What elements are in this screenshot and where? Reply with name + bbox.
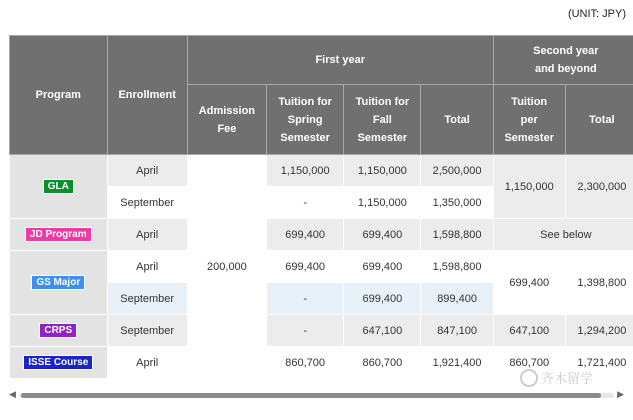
- enrollment-cell: September: [107, 283, 187, 315]
- program-badge-isse[interactable]: ISSE Course: [23, 355, 93, 370]
- spring-cell: -: [267, 283, 344, 315]
- fall-cell: 699,400: [344, 283, 421, 315]
- header-first-total: Total: [421, 85, 493, 155]
- tuition-table-container: [9, 35, 633, 389]
- header-first-year: First year: [187, 36, 493, 85]
- fall-cell: 1,150,000: [344, 187, 421, 219]
- enrollment-cell: April: [107, 155, 187, 187]
- per-semester-cell: 860,700: [493, 347, 565, 379]
- watermark-text: 齐木留学: [541, 371, 594, 386]
- enrollment-cell: September: [107, 315, 187, 347]
- table-row: [10, 251, 633, 283]
- header-fall-tuition: Tuition for Fall Semester: [344, 85, 421, 155]
- fall-cell: 699,400: [344, 219, 421, 251]
- scroll-left-icon[interactable]: ◀: [9, 389, 16, 399]
- program-cell-gs: [10, 251, 108, 315]
- header-per-semester: Tuition per Semester: [493, 85, 565, 155]
- total-cell: 1,598,800: [421, 219, 493, 251]
- program-badge-gs[interactable]: GS Major: [31, 275, 85, 290]
- total-cell: 899,400: [421, 283, 493, 315]
- enrollment-cell: September: [107, 187, 187, 219]
- total-cell: 1,598,800: [421, 251, 493, 283]
- enrollment-cell: April: [107, 347, 187, 379]
- program-cell-isse: [10, 347, 108, 379]
- tuition-table: [9, 35, 633, 379]
- total-cell: 1,350,000: [421, 187, 493, 219]
- program-cell-jd: [10, 219, 108, 251]
- watermark: [520, 368, 593, 387]
- program-badge-jd[interactable]: JD Program: [25, 227, 92, 242]
- fall-cell: 860,700: [344, 347, 421, 379]
- header-enrollment: Enrollment: [107, 36, 187, 155]
- unit-label: (UNIT: JPY): [567, 8, 626, 20]
- scrollbar-thumb[interactable]: [21, 393, 601, 398]
- second-total-cell: 1,721,400: [565, 347, 633, 379]
- header-spring-tuition: Tuition for Spring Semester: [267, 85, 344, 155]
- admission-fee-cell: 200,000: [187, 155, 266, 379]
- fall-cell: 699,400: [344, 251, 421, 283]
- total-cell: 847,100: [421, 315, 493, 347]
- spring-cell: -: [267, 187, 344, 219]
- program-badge-crps[interactable]: CRPS: [39, 323, 77, 338]
- table-row: [10, 219, 633, 251]
- header-admission-fee: Admission Fee: [187, 85, 266, 155]
- header-second-year: Second year and beyond: [493, 36, 633, 85]
- watermark-logo-icon: [520, 369, 538, 387]
- enrollment-cell: April: [107, 219, 187, 251]
- program-cell-crps: [10, 315, 108, 347]
- per-semester-cell: 1,150,000: [493, 155, 565, 219]
- fall-cell: 1,150,000: [344, 155, 421, 187]
- header-second-total: Total: [565, 85, 633, 155]
- per-semester-cell: 699,400: [493, 251, 565, 315]
- program-badge-gla[interactable]: GLA: [43, 179, 74, 194]
- second-total-cell: 1,398,800: [565, 251, 633, 315]
- spring-cell: 860,700: [267, 347, 344, 379]
- see-below-cell: See below: [493, 219, 633, 251]
- second-total-cell: 2,300,000: [565, 155, 633, 219]
- spring-cell: 699,400: [267, 251, 344, 283]
- header-program: Program: [10, 36, 108, 155]
- scroll-right-icon[interactable]: ▶: [617, 389, 624, 399]
- horizontal-scrollbar[interactable]: [9, 391, 624, 400]
- enrollment-cell: April: [107, 251, 187, 283]
- total-cell: 2,500,000: [421, 155, 493, 187]
- spring-cell: 699,400: [267, 219, 344, 251]
- total-cell: 1,921,400: [421, 347, 493, 379]
- spring-cell: -: [267, 315, 344, 347]
- second-total-cell: 1,294,200: [565, 315, 633, 347]
- spring-cell: 1,150,000: [267, 155, 344, 187]
- table-row: [10, 315, 633, 347]
- fall-cell: 647,100: [344, 315, 421, 347]
- program-cell-gla: [10, 155, 108, 219]
- per-semester-cell: 647,100: [493, 315, 565, 347]
- table-row: [10, 155, 633, 187]
